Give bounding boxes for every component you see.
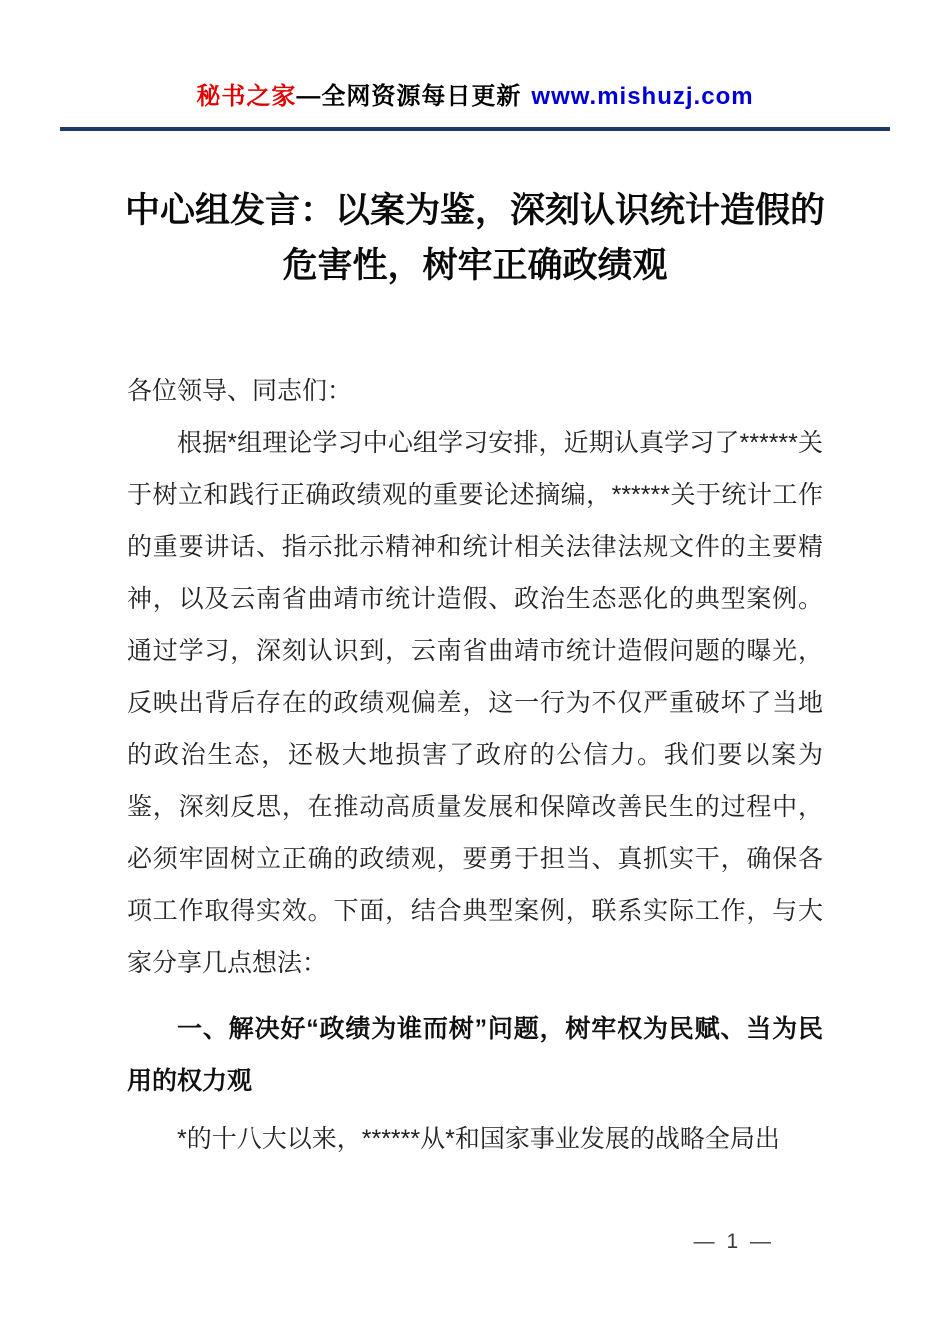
- salutation: 各位领导、同志们：: [127, 377, 353, 405]
- header-divider: [60, 127, 890, 131]
- header-tagline: —全网资源每日更新: [296, 83, 522, 110]
- paragraph-2: *的十八大以来，******从*和国家事业发展的战略全局出: [177, 1125, 780, 1153]
- paragraph-1: 根据*组理论学习中心组学习安排，近期认真学习了******关于树立和践行正确政绩观的重要论述摘编，******关于统计工作的重要讲话、指示批示精神和统计相关法律法规文件的主要精神，以及云南省曲靖市统计造假、政治生态恶化的典型案例。通过学习，深刻认识到，云南省曲靖市统计造假问题的曝光，反映出背后存在的政绩观偏差，这一行为不仅严重破坏了当地的政治生态，还极大地损害了政府的公信力。我们要以案为鉴，深刻反思，在推动高质量发展和保障改善民生的过程中，必须牢固树立正确的政绩观，要勇于担当、真抓实干，确保各项工作取得实效。下面，结合典型案例，联系实际工作，与大家分享几点想法：: [127, 429, 823, 977]
- page-number: — 1 —: [693, 1230, 774, 1253]
- document-title: 中心组发言：以案为鉴，深刻认识统计造假的危害性，树牢正确政绩观: [124, 191, 825, 285]
- site-header: [0, 0, 950, 111]
- section-heading-1: 一、解决好“政绩为谁而树”问题，树牢权为民赋、当为民用的权力观: [127, 1015, 823, 1095]
- document-body: [127, 365, 823, 1165]
- site-url[interactable]: www.mishuzj.com: [531, 83, 754, 110]
- brand-name: 秘书之家: [196, 83, 297, 110]
